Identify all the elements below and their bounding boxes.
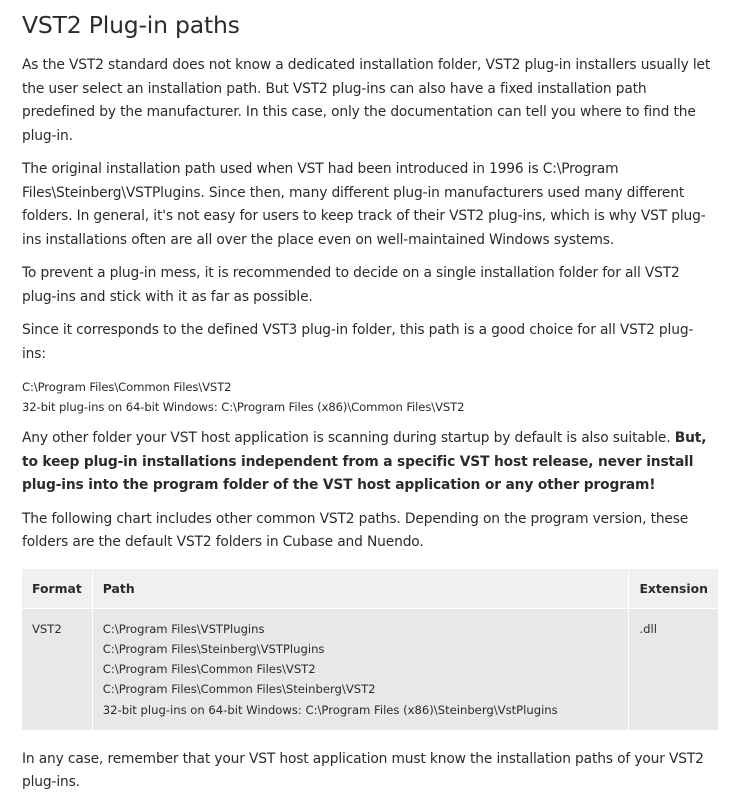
recommended-path-32bit: 32-bit plug-ins on 64-bit Windows: C:\Program Files (x86)\Common Files\VST2: [22, 399, 465, 414]
intro-paragraph: As the VST2 standard does not know a dedicated installation folder, VST2 plug-in installers usually let the user select an installation path. But VST2 plug-ins can also have a fixed installation path predefined by the manufacturer. In this case, only the documentation can tell you where to find the plug-in.: [22, 57, 711, 144]
cell-extension: .dll: [629, 608, 718, 730]
recommended-path: C:\Program Files\Common Files\VST2: [22, 380, 232, 394]
history-paragraph: The original installation path used when VST had been introduced in 1996 is C:\Program Files\Steinberg\VSTPlugins. Since then, many different plug-in manufacturers used many different folders. In general, it's not easy for users to keep track of their VST2 plug-ins, which is why VST plug-ins installations often are all over the place even on well-maintained Windows systems.: [22, 161, 706, 248]
table-header-row: [22, 569, 718, 609]
header-path: Path: [92, 569, 629, 609]
page-title: VST2 Plug-in paths: [22, 11, 240, 39]
cell-paths: [92, 608, 629, 730]
path-item: 32-bit plug-ins on 64-bit Windows: C:\Program Files (x86)\Steinberg\VstPlugins: [102, 702, 558, 717]
cell-format: VST2: [22, 608, 92, 730]
header-format: Format: [22, 569, 92, 609]
path-item: C:\Program Files\Steinberg\VSTPlugins: [102, 641, 325, 656]
chart-intro-paragraph: The following chart includes other common VST2 paths. Depending on the program version, these folders are the default VST2 folders in Cubase and Nuendo.: [22, 510, 689, 550]
path-item: C:\Program Files\VSTPlugins: [102, 621, 265, 636]
recommendation-paragraph: To prevent a plug-in mess, it is recommended to decide on a single installation folder for all VST2 plug-ins and stick with it as far as possible.: [22, 265, 680, 305]
table-row: [22, 608, 718, 730]
closing-paragraph: In any case, remember that your VST host application must know the installation paths of your VST2 plug-ins.: [22, 750, 704, 791]
warning-bold-text: But, to keep plug-in installations independent from a specific VST host release, never install plug-ins into the program folder of the VST host application or any other program!: [22, 430, 707, 493]
warning-text: Any other folder your VST host application is scanning during startup by default is also suitable.: [22, 430, 675, 446]
path-item: C:\Program Files\Common Files\Steinberg\VST2: [102, 682, 376, 697]
recommended-paths: [22, 378, 714, 417]
vst3-folder-paragraph: Since it corresponds to the defined VST3 plug-in folder, this path is a good choice for all VST2 plug-ins:: [22, 322, 694, 362]
path-item: C:\Program Files\Common Files\VST2: [102, 662, 316, 677]
vst2-paths-table: [22, 569, 718, 730]
header-extension: Extension: [639, 580, 708, 596]
warning-paragraph: [22, 427, 714, 498]
